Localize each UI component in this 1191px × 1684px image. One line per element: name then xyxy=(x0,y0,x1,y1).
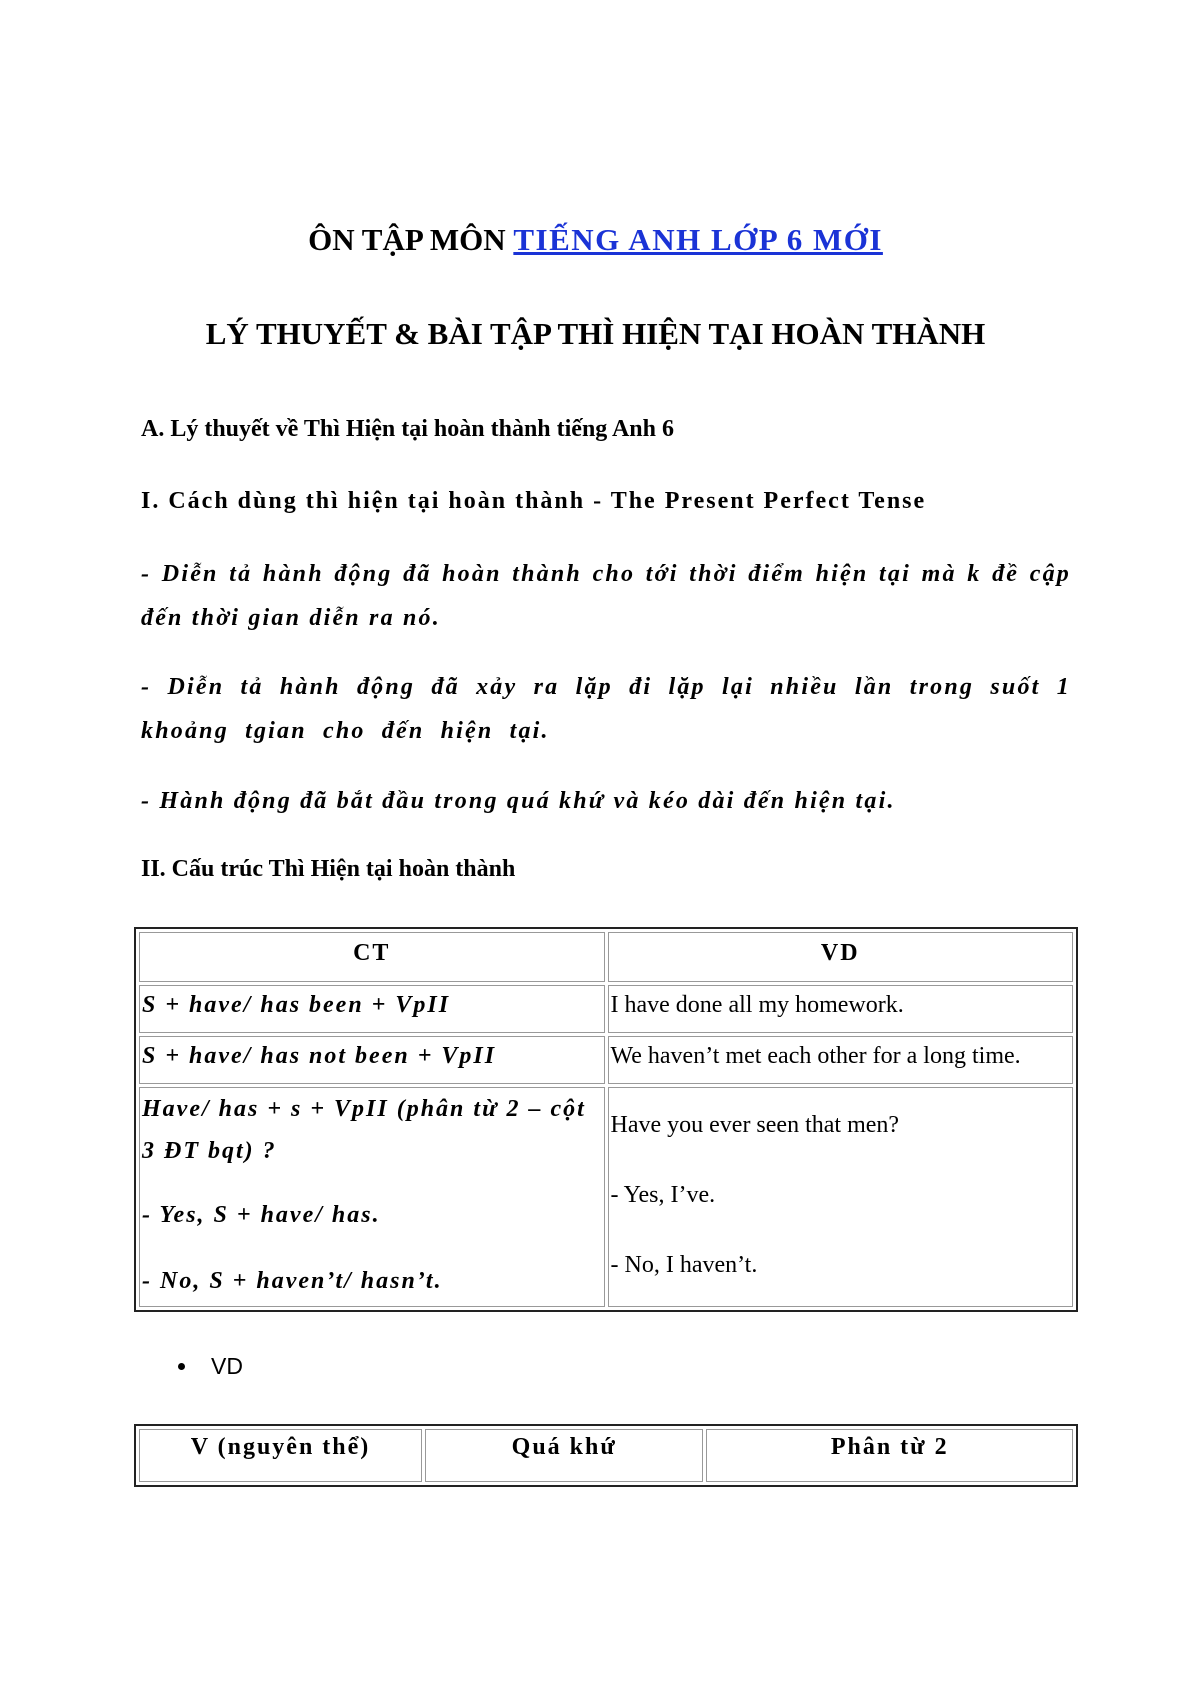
structure-table xyxy=(134,927,1078,1312)
page-subtitle: LÝ THUYẾT & BÀI TẬP THÌ HIỆN TẠI HOÀN THÀNH xyxy=(205,316,986,351)
header-infinitive: V (nguyên thể) xyxy=(139,1429,422,1482)
question-structure-cell xyxy=(139,1087,605,1307)
bullet-icon xyxy=(178,1363,185,1370)
verb-table xyxy=(134,1424,1078,1487)
yes-structure: - Yes, S + have/ has. xyxy=(142,1202,381,1228)
question-structure: Have/ has + s + VpII (phân từ 2 – cột 3 ĐT bqt) ? xyxy=(142,1096,586,1164)
no-structure: - No, S + haven’t/ hasn’t. xyxy=(142,1268,443,1294)
usage-item-3: - Hành động đã bắt đầu trong quá khứ và kéo dài đến hiện tại. xyxy=(141,788,896,814)
section-a-heading: A. Lý thuyết về Thì Hiện tại hoàn thành tiếng Anh 6 xyxy=(141,416,675,442)
header-vd: VD xyxy=(608,932,1074,982)
table-row xyxy=(139,1087,1073,1307)
bullet-text: VD xyxy=(211,1353,243,1379)
no-example: - No, I haven’t. xyxy=(610,1252,758,1278)
example-cell: I have done all my homework. xyxy=(608,985,1074,1033)
usage-item-2: - Diễn tả hành động đã xảy ra lặp đi lặp lại nhiều lần trong suốt 1 khoảng tgian cho đến hiện tại. xyxy=(141,674,1071,744)
header-past: Quá khứ xyxy=(425,1429,703,1482)
structure-cell: S + have/ has not been + VpII xyxy=(139,1036,605,1084)
section-ii-heading: II. Cấu trúc Thì Hiện tại hoàn thành xyxy=(141,856,516,882)
header-ct: CT xyxy=(139,932,605,982)
table-header-row xyxy=(139,932,1073,982)
page-title xyxy=(0,222,1191,258)
usage-item-1: - Diễn tả hành động đã hoàn thành cho tới thời điểm hiện tại mà k đề cập đến thời gian diễn ra nó. xyxy=(141,561,1071,631)
question-example-cell xyxy=(608,1087,1074,1307)
table-header-row xyxy=(139,1429,1073,1482)
question-example: Have you ever seen that men? xyxy=(610,1112,900,1138)
header-past-participle: Phân từ 2 xyxy=(706,1429,1073,1482)
title-link[interactable]: TIẾNG ANH LỚP 6 MỚI xyxy=(513,222,883,257)
example-cell: We haven’t met each other for a long time. xyxy=(608,1036,1074,1084)
table-row xyxy=(139,985,1073,1033)
structure-cell: S + have/ has been + VpII xyxy=(139,985,605,1033)
title-prefix: ÔN TẬP MÔN xyxy=(308,222,514,257)
table-row xyxy=(139,1036,1073,1084)
list-item xyxy=(178,1353,243,1380)
yes-example: - Yes, I’ve. xyxy=(610,1182,716,1208)
section-i-heading: I. Cách dùng thì hiện tại hoàn thành - The Present Perfect Tense xyxy=(141,488,927,514)
